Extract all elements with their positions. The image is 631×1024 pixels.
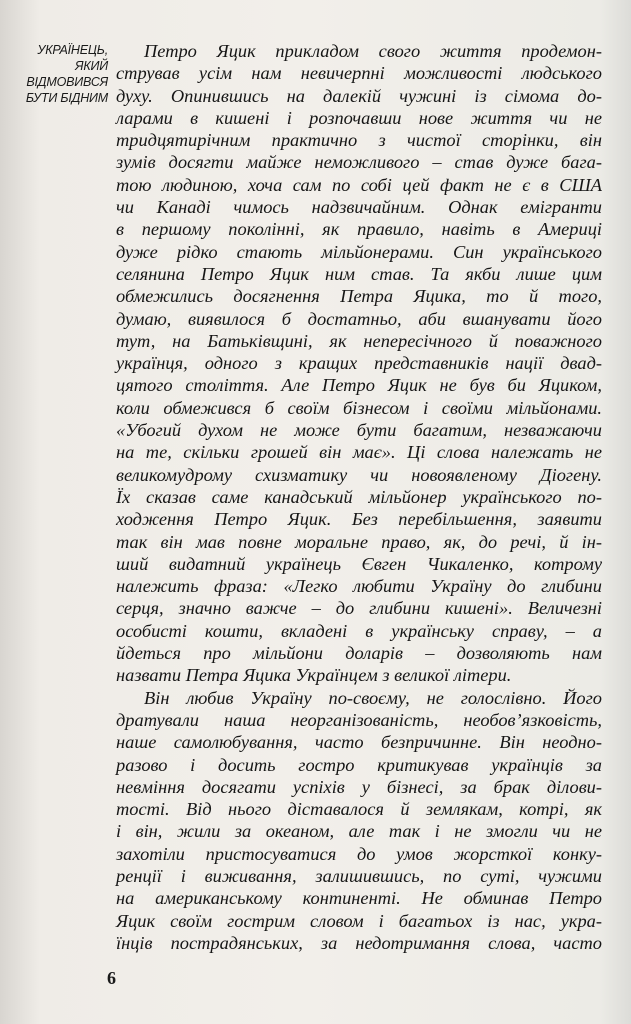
text-line: стрував усім нам невичерпні можливості людського (116, 63, 602, 84)
text-line: великомудрому схизматику чи новоявленому Діогену. (116, 464, 602, 485)
text-line: особисті кошти, вкладені в українську справу, – а (116, 620, 602, 641)
text-line: цятого століття. Але Петро Яцик не був би Яциком, (116, 375, 602, 396)
text-line: дратували наша неорганізованість, необов’язковість, (116, 709, 602, 730)
text-line: наше самолюбування, часто безпричинне. Він неодно- (116, 732, 602, 753)
body-text (116, 40, 602, 954)
text-line: невміння досягати успіхів у бізнесі, за брак ділови- (116, 776, 602, 797)
text-line: зумів досягти майже неможливого – став дуже бага- (116, 152, 602, 173)
margin-heading-line: ЯКИЙ (75, 59, 108, 73)
text-line: обмежились досягнення Петра Яцика, то й того, (116, 286, 602, 307)
margin-heading-line: ВІДМОВИВСЯ (26, 75, 108, 89)
text-line: Петро Яцик прикладом свого життя продемон- (144, 41, 602, 61)
text-line: дуже рідко стають мільйонерами. Син українського (116, 241, 602, 262)
text-line: і він, жили за океаном, але так і не змогли чи не (116, 821, 602, 842)
text-line: Їх сказав саме канадський мільйонер українського по- (116, 486, 602, 507)
text-line: належить фраза: «Легко любити Україну до глибини (116, 576, 602, 597)
text-line: «Убогий духом не може бути багатим, незважаючи (116, 420, 602, 441)
text-line: на те, скільки грошей він має». Ці слова належать не (116, 442, 602, 463)
text-line: разово і досить гостро критикував українців за (116, 754, 602, 775)
text-line: ший видатний українець Євген Чикаленко, котрому (116, 553, 602, 574)
text-line: коли обмежився б своїм бізнесом і своїми мільйонами. (116, 397, 602, 418)
text-line: ларами в кишені і розпочавши нове життя чи не (116, 107, 602, 128)
text-line: селянина Петро Яцик ним став. Та якби лише цим (116, 263, 602, 284)
text-line: Яцик своїм гострим словом і багатьох із нас, укра- (116, 910, 602, 931)
text-line: тридцятирічним практично з чистої сторінки, він (116, 130, 602, 151)
text-line: тут, на Батьківщині, як непересічного й поважного (116, 330, 602, 351)
text-line: захотіли пристосуватися до умов жорсткої конку- (116, 843, 602, 864)
text-line: тою людиною, хоча сам по собі цей факт не є в США (116, 174, 602, 195)
text-line: чи Канаді чимось надзвичайним. Однак емігранти (116, 197, 602, 218)
text-line: так він мав повне моральне право, як, до речі, й ін- (116, 531, 602, 552)
text-line: йдеться про мільйони доларів – дозволяють нам (116, 643, 602, 664)
margin-heading-line: БУТИ БІДНИМ (25, 91, 108, 105)
margin-heading-line: УКРАЇНЕЦЬ, (37, 43, 108, 57)
text-line: ходження Петро Яцик. Без перебільшення, заявити (116, 509, 602, 530)
text-line: в першому поколінні, як правило, навіть в Америці (116, 219, 602, 240)
text-line: українця, одного з кращих представників нації двад- (116, 353, 602, 374)
text-line: ренції і виживання, залишившись, по суті, чужими (116, 865, 602, 886)
text-line: Він любив Україну по-своєму, не голослівно. Його (144, 687, 602, 708)
text-line: тості. Від нього діставалося й землякам, котрі, як (116, 799, 602, 820)
text-line: на американському континенті. Не обминав Петро (116, 888, 602, 909)
page-number: 6 (107, 968, 116, 988)
text-line: духу. Опинившись на далекій чужині із сімома до- (116, 85, 602, 106)
text-line: серця, значно важче – до глибини кишені». Величезні (116, 598, 602, 619)
text-line: назвати Петра Яцика Українцем з великої літери. (116, 665, 512, 686)
text-line: думаю, виявилося б достатньо, аби вшанувати його (116, 308, 602, 329)
margin-heading (8, 42, 108, 106)
text-line: їнців пострадянських, за недотримання слова, часто (116, 932, 602, 953)
